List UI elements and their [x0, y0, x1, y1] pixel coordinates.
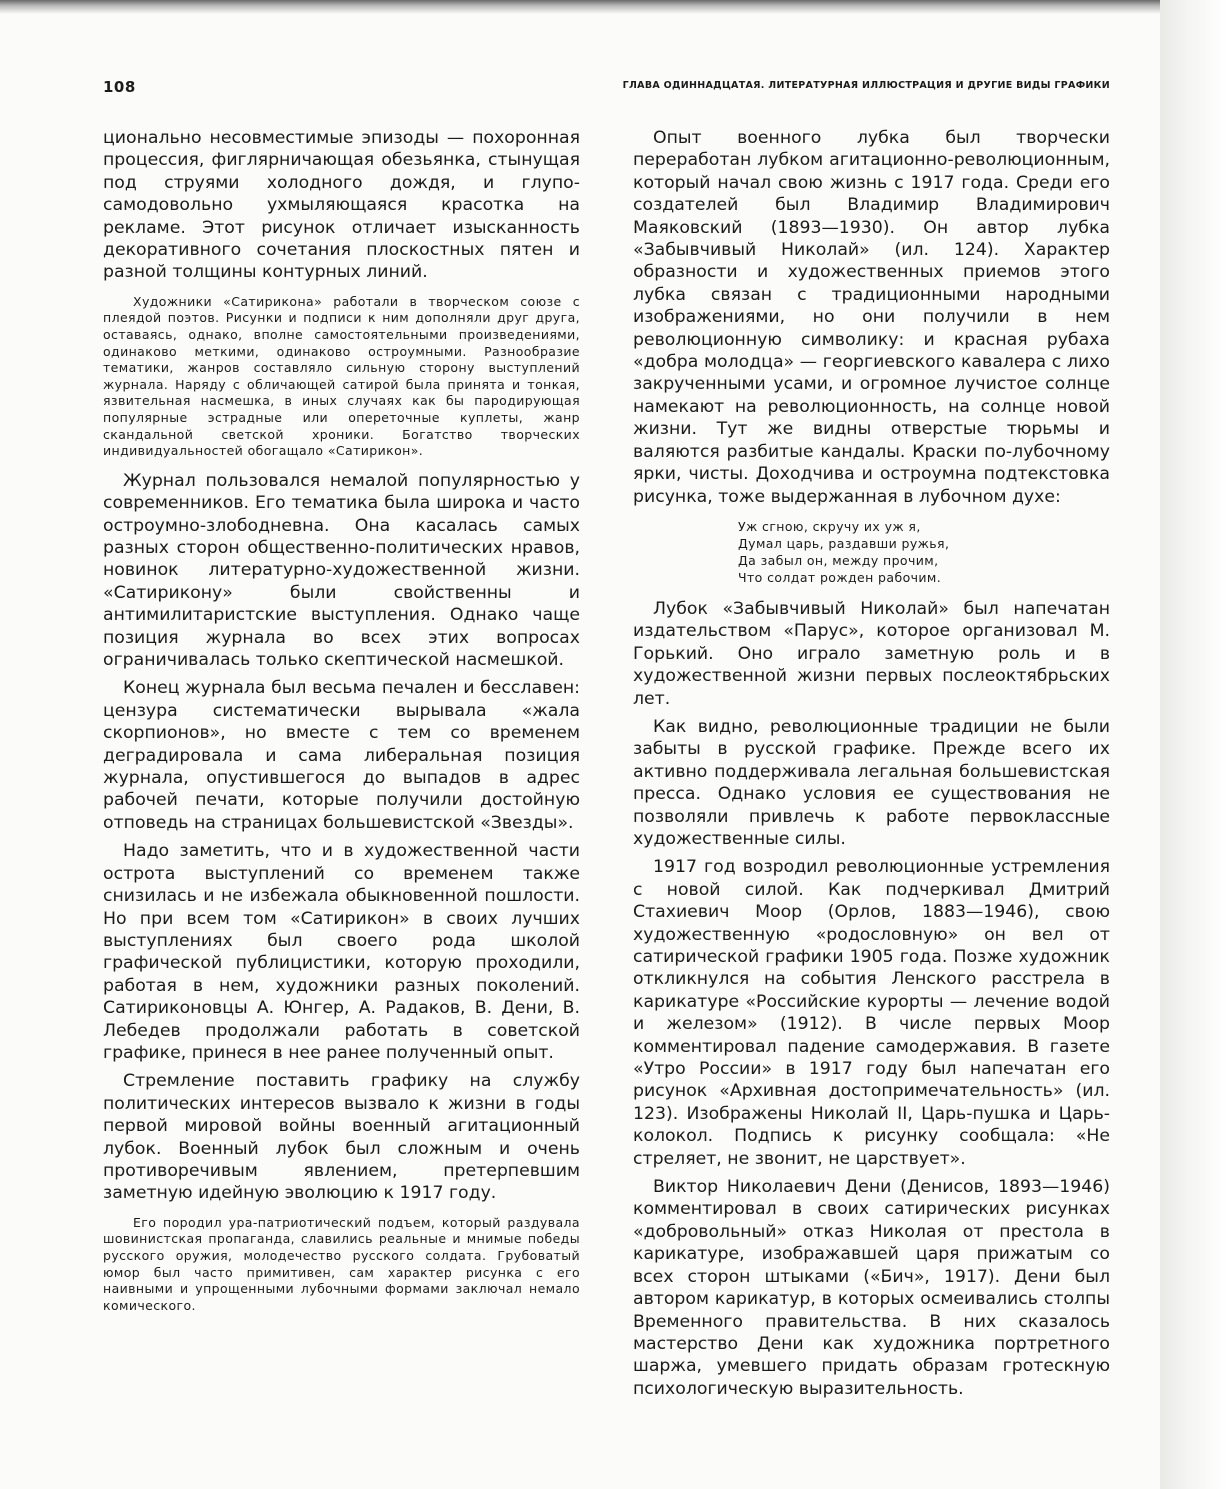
verse-line: Да забыл он, между прочим,: [738, 552, 939, 568]
paragraph: Опыт военного лубка был творчески переработан лубком агитационно-революционным, который начал свою жизнь с 1917 года. Среди его создателей был Владимир Владимирович Маяковский (1893—1930). Он автор лубка «Забывчивый Николай» (ил. 124). Характер образности и художественных приемов этого лубка связан с традиционными народными изображениями, но они получили в нем революционную символику: и красная рубаха «добра молодца» — георгиевского кавалера с лихо закрученными усами, и огромное лучистое солнце намекают на революционность, на солнце новой жизни. Тут же видны отверстые тюрьмы и валяются разбитые кандалы. Краски по-лубочному ярки, чисты. Доходчива и остроумна подтекстовка рисунка, тоже выдержанная в лубочном духе:: [633, 128, 1110, 507]
footnote-paragraph: Его породил ура-патриотический подъем, который раздувала шовинистская пропаганда, славились реальные и мнимые победы русского оружия, молодечество русского солдата. Грубоватый юмор был часто примитивен, сам характер рисунка с его наивными и упрощенными лубочными формами заключал немало комического.: [103, 1214, 580, 1313]
verse-line: Думал царь, раздавши ружья,: [738, 535, 950, 551]
scan-shadow: [0, 0, 1160, 14]
paragraph: Лубок «Забывчивый Николай» был напечатан издательством «Парус», которое организовал М. Горький. Оно играло заметную роль и в художественной жизни первых послеоктябрьских лет.: [633, 598, 1110, 709]
paragraph: ционально несовместимые эпизоды — похоронная процессия, фиглярничающая обезьянка, стынущая под струями холодного дождя, и глупо-самодовольно ухмыляющаяся красотка на рекламе. Этот рисунок отличает изысканность декоративного сочетания плоскостных пятен и разной толщины контурных линий.: [103, 128, 580, 283]
paragraph: Виктор Николаевич Дени (Денисов, 1893—1946) комментировал в своих сатирических рисунках «добровольный» отказ Николая от престола в карикатуре, изображавшей царя прижатым со всех сторон штыками («Бич», 1917). Дени был автором карикатур, в которых осмеивались столпы Временного правительства. В них сказалось мастерство Дени как художника портретного шаржа, умевшего придать образам гротескную психологическую выразительность.: [633, 1177, 1110, 1399]
verse-line: Уж сгною, скручу их уж я,: [738, 518, 921, 534]
paragraph: Как видно, революционные традиции не были забыты в русской графике. Прежде всего их активно поддерживала легальная большевистская пресса. Однако условия ее существования не позволяли привлечь к работе первоклассные художественные силы.: [633, 716, 1110, 849]
verse-line: Что солдат рожден рабочим.: [738, 569, 942, 585]
page-edge: [1160, 0, 1227, 1489]
left-column: [103, 127, 580, 1324]
paragraph: Журнал пользовался немалой популярностью у современников. Его тематика была широка и часто остроумно-злободневна. Она касалась самых разных сторон общественно-политических нравов, новинок литературно-художественной жизни. «Сатирикону» были свойственны и антимилитаристские выступления. Однако чаще позиция журнала во всех этих вопросах ограничивалась только скептической насмешкой.: [103, 470, 580, 671]
paragraph: Надо заметить, что и в художественной части острота выступлений со временем также снизилась и не избежала обыкновенной пошлости. Но при всем том «Сатирикон» в своих лучших выступлениях был своего рода школой графической публицистики, которую проходили, работая в нем, художники разных поколений. Сатириконовцы А. Юнгер, А. Радаков, В. Дени, В. Лебедев продолжали работать в советской графике, принеся в нее ранее полученный опыт.: [103, 841, 580, 1063]
verse-block: [738, 518, 1110, 586]
running-head: ГЛАВА ОДИННАДЦАТАЯ. ЛИТЕРАТУРНАЯ ИЛЛЮСТРАЦИЯ И ДРУГИЕ ВИДЫ ГРАФИКИ: [622, 80, 1110, 91]
paragraph: Конец журнала был весьма печален и бесславен: цензура систематически вырывала «жала скорпионов», но вместе с тем со временем деградировала и сама либеральная позиция журнала, опустившегося до выпадов в адрес рабочей печати, которые получили достойную отповедь на страницах большевистской «Звезды».: [103, 678, 580, 833]
page-number: 108: [103, 78, 136, 96]
paragraph: Стремление поставить графику на службу политических интересов вызвало к жизни в годы первой мировой войны военный агитационный лубок. Военный лубок был сложным и очень противоречивым явлением, претерпевшим заметную идейную эволюцию к 1917 году.: [103, 1071, 580, 1204]
right-column: [633, 127, 1110, 1400]
paragraph: 1917 год возродил революционные устремления с новой силой. Как подчеркивал Дмитрий Стахиевич Моор (Орлов, 1883—1946), свою художественную «родословную» он вел от сатирической графики 1905 года. Позже художник откликнулся на события Ленского расстрела в карикатуре «Российские курорты — лечение водой и железом» (1912). В числе первых Моор комментировал падение самодержавия. В газете «Утро России» в 1917 году был напечатан его рисунок «Архивная достопримечательность» (ил. 123). Изображены Николай II, Царь-пушка и Царь-колокол. Подпись к рисунку сообщала: «Не стреляет, не звонит, не царствует».: [633, 857, 1110, 1169]
footnote-paragraph: Художники «Сатирикона» работали в творческом союзе с плеядой поэтов. Рисунки и подписи к ним дополняли друг друга, оставаясь, однако, вполне самостоятельными произведениями, одинаково меткими, одинаково остроумными. Разнообразие тематики, жанров составляло сильную сторону выступлений журнала. Наряду с обличающей сатирой была принята и тонкая, язвительная насмешка, в иных случаях как бы пародирующая популярные эстрадные или опереточные куплеты, жанр скандальной светской хроники. Богатство творческих индивидуальностей обогащало «Сатирикон».: [103, 293, 580, 459]
